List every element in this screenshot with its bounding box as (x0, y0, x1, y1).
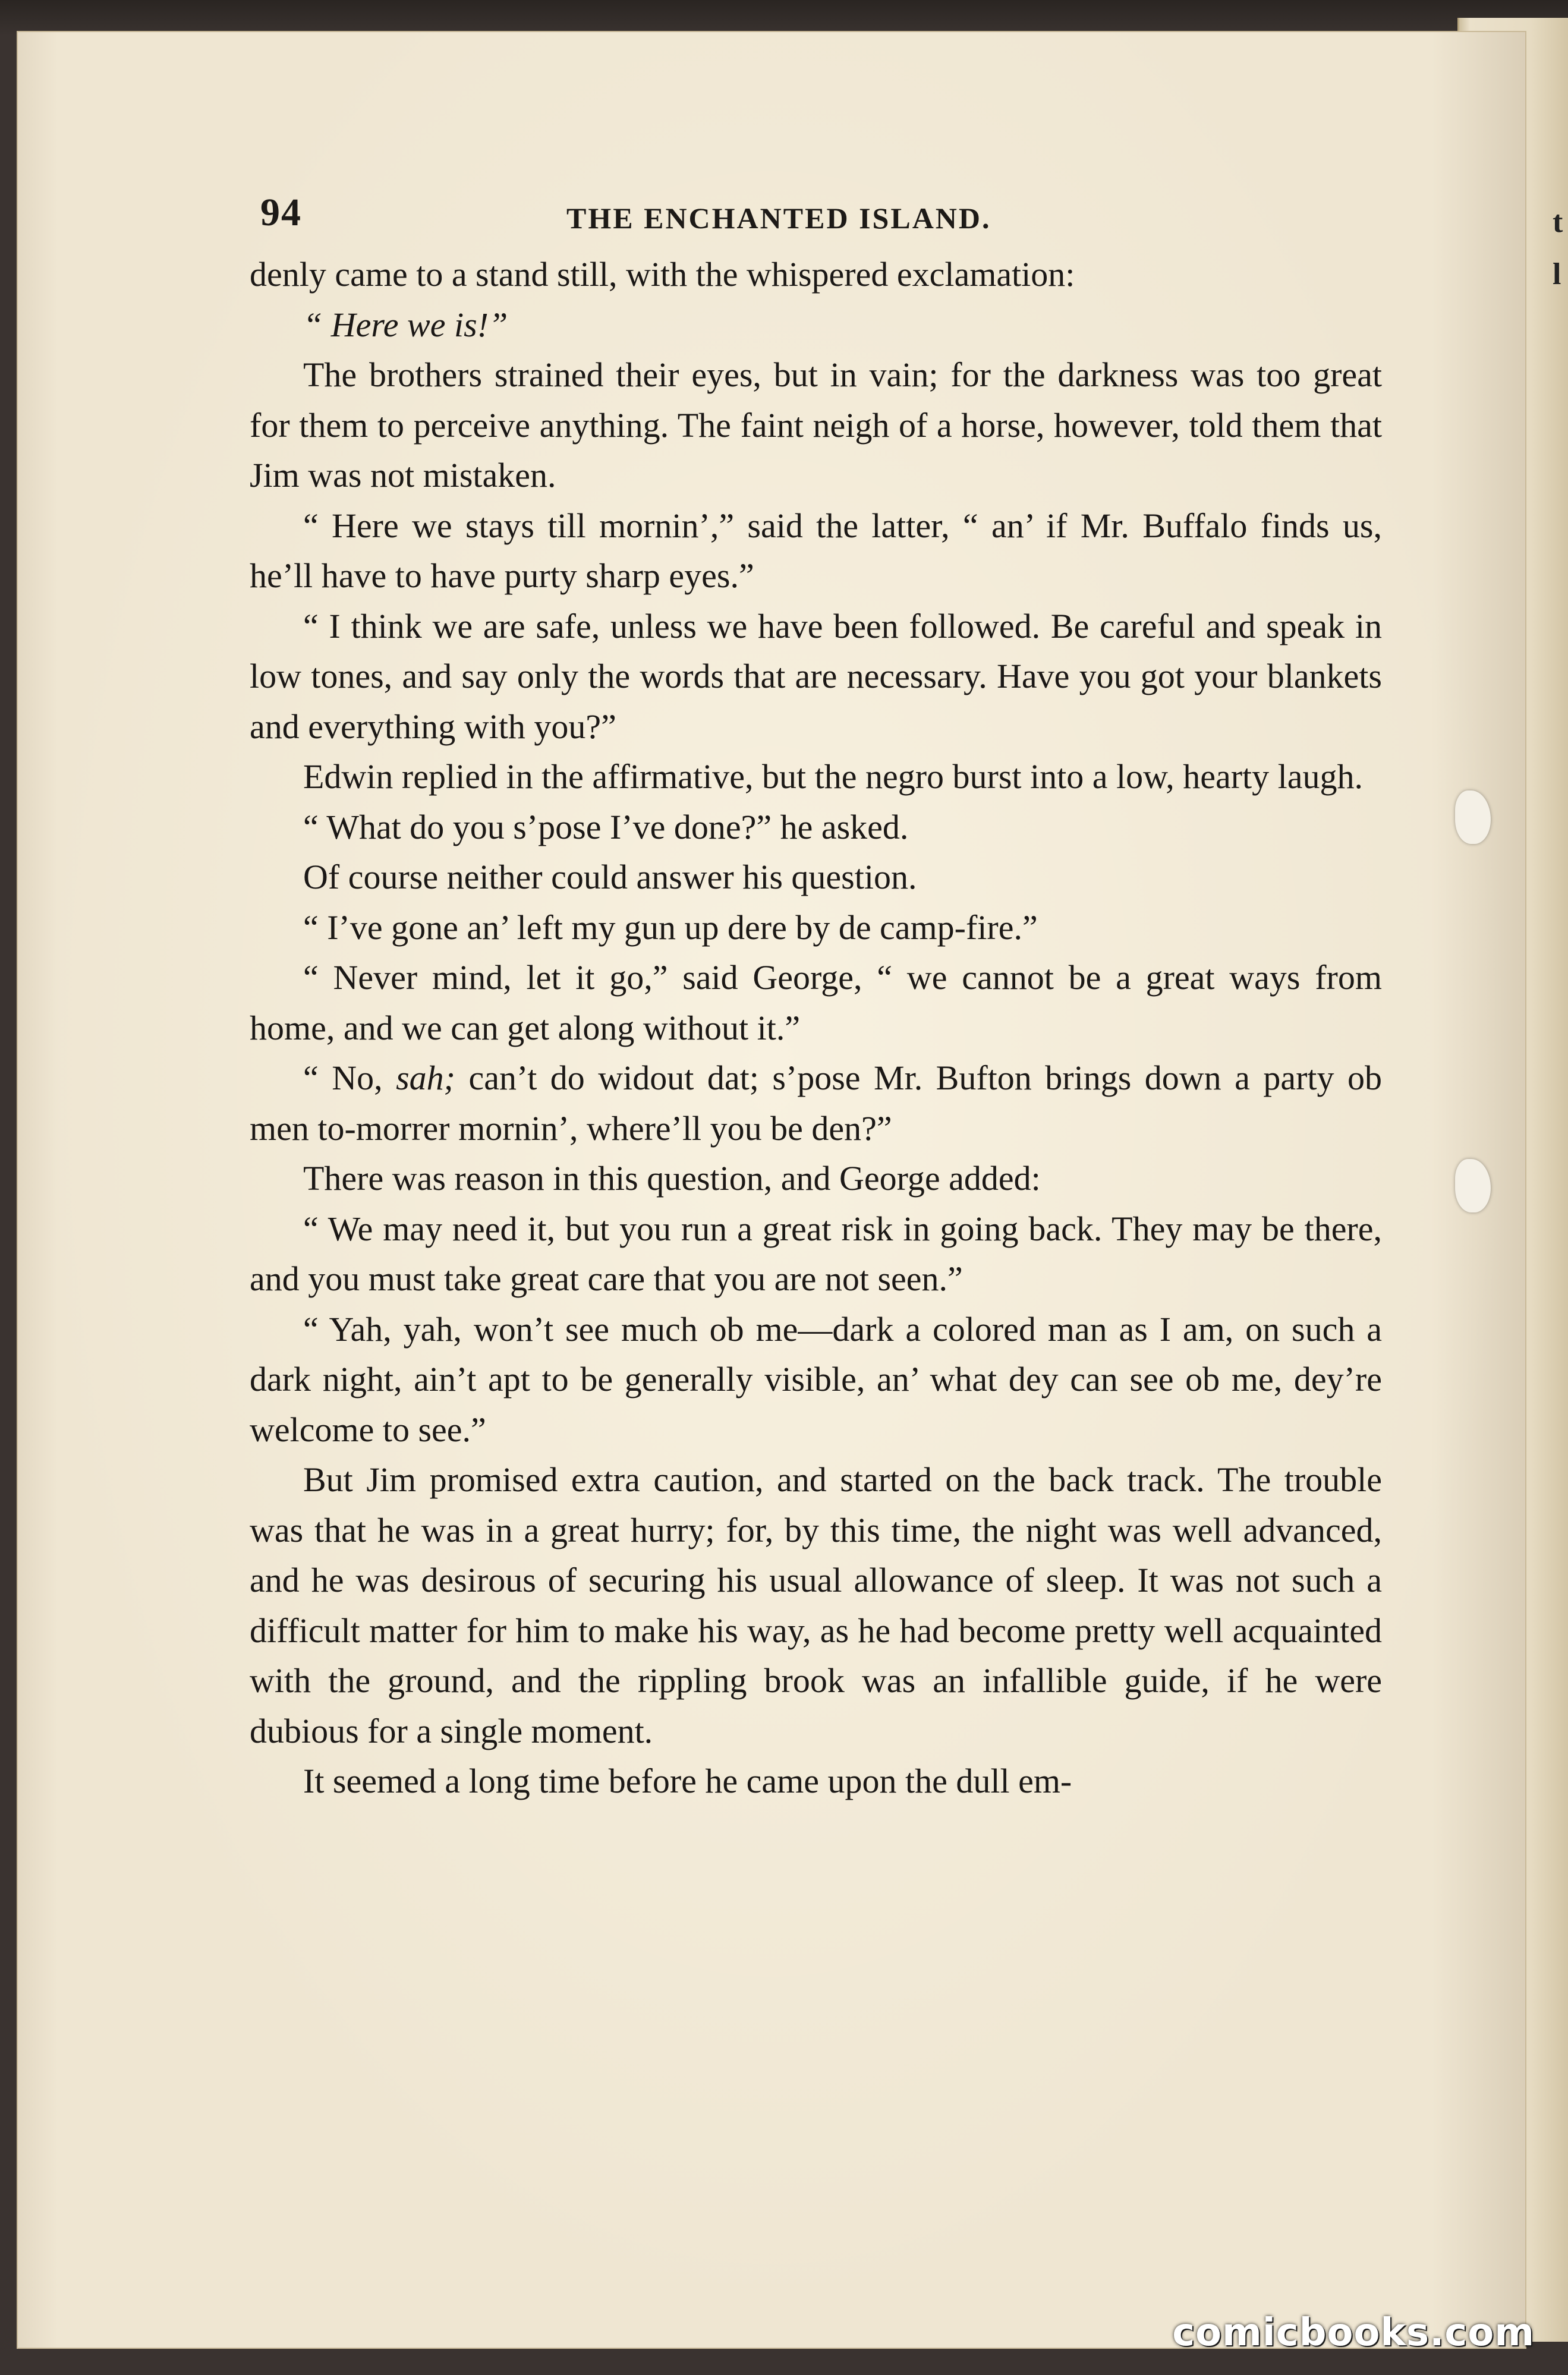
paragraph: denly came to a stand still, with the whispered exclamation: (250, 255, 1075, 294)
page-heading: THE ENCHANTED ISLAND. (566, 201, 991, 235)
page-number: 94 (260, 191, 302, 234)
paragraph: There was reason in this question, and George added: (303, 1159, 1041, 1198)
paragraph: “ Here we stays till mornin’,” said the latter, “ an’ if Mr. Buffalo finds us, he’ll have to have purty sharp eyes.” (250, 506, 1382, 595)
scan-background (0, 0, 1568, 36)
paragraph: “ No, sah; can’t do widout dat; s’pose Mr. Bufton brings down a party ob men to-morrer mornin’, where’ll you be den?” (250, 1059, 1382, 1148)
paragraph: “ I’ve gone an’ left my gun up dere by de camp-fire.” (303, 908, 1038, 947)
paragraph: But Jim promised extra caution, and started on the back track. The trouble was that he was in a great hurry; for, by this time, the night was well advanced, and he was desirous of securing his usual allowance of sleep. It was not such a difficult matter for him to make his way, as he had become pretty well acquainted with the ground, and the rippling brook was an infallible guide, if he were dubious for a single moment. (250, 1460, 1382, 1750)
paragraph: Edwin replied in the affirmative, but the negro burst into a low, hearty laugh. (303, 757, 1364, 796)
emphasized-word: sah; (396, 1059, 455, 1097)
body-text (250, 250, 1382, 1807)
paragraph: “ Here we is!” (303, 305, 508, 344)
adjacent-page-fragment (1553, 196, 1563, 301)
running-head (260, 190, 1425, 244)
paragraph: “ What do you s’pose I’ve done?” he asked. (303, 807, 909, 846)
paragraph: “ I think we are safe, unless we have been followed. Be careful and speak in low tones, and say only the words that are necessary. Have you got your blankets and everything with you?” (250, 606, 1382, 746)
paragraph: It seemed a long time before he came upon the dull em- (303, 1762, 1072, 1800)
adjacent-letter: l (1553, 257, 1561, 291)
paragraph: “ Yah, yah, won’t see much ob me—dark a colored man as I am, on such a dark night, ain’t apt to be generally visible, an’ what dey can see ob me, dey’re welcome to see.” (250, 1309, 1382, 1449)
adjacent-letter: t (1553, 205, 1563, 239)
paragraph: Of course neither could answer his question. (303, 858, 917, 896)
watermark: comicbooks.com (1172, 2311, 1535, 2355)
paragraph: The brothers strained their eyes, but in vain; for the darkness was too great for them to perceive anything. The faint neigh of a horse, however, told them that Jim was not mistaken. (250, 355, 1382, 494)
paragraph: “ We may need it, but you run a great risk in going back. They may be there, and you must take great care that you are not seen.” (250, 1209, 1382, 1298)
paragraph: “ Never mind, let it go,” said George, “ we cannot be a great ways from home, and we can get along without it.” (250, 958, 1382, 1047)
